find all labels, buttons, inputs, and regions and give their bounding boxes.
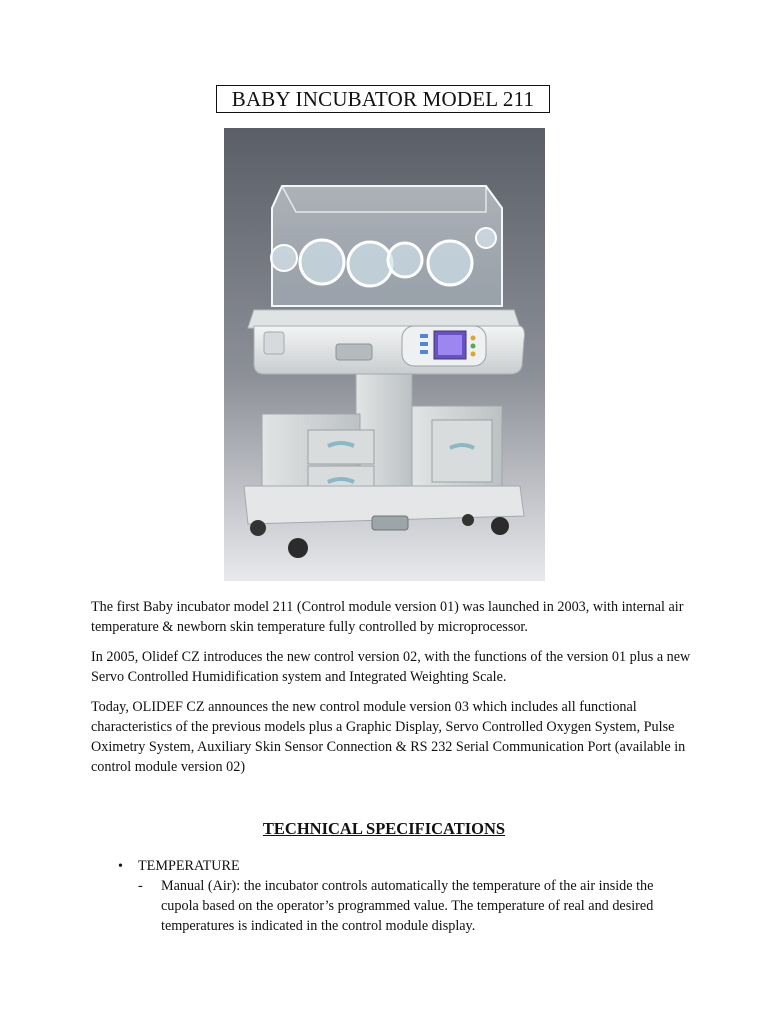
bullet-icon: •	[118, 859, 123, 874]
intro-paragraph-1: The first Baby incubator model 211 (Control module version 01) was launched in 2003, with internal air temperature & newborn skin temperature fully controlled by microprocessor.	[91, 599, 684, 635]
incubator-illustration	[224, 128, 545, 581]
specs-heading: TECHNICAL SPECIFICATIONS	[262, 819, 506, 838]
dash-marker: -	[138, 878, 143, 894]
page-title: BABY INCUBATOR MODEL 211	[216, 85, 550, 113]
incubator-photo	[224, 128, 545, 581]
intro-paragraph-3: Today, OLIDEF CZ announces the new control module version 03 which includes all functional characteristics of the previous models plus a Graphic Display, Servo Controlled Oxygen System, Pulse Oximetry System, Auxiliary Skin Sensor Connection & RS 232 Serial Communication Port (available in control module version 02)	[91, 699, 686, 775]
spec-item-label: TEMPERATURE	[138, 858, 240, 874]
intro-paragraph-2: In 2005, Olidef CZ introduces the new control version 02, with the functions of the version 01 plus a new Servo Controlled Humidification system and Integrated Weighting Scale.	[91, 649, 691, 685]
spec-item-description: Manual (Air): the incubator controls automatically the temperature of the air inside the cupola based on the operator’s programmed value. The temperature of real and desired temperatures is indicated in the control module display.	[161, 878, 654, 934]
